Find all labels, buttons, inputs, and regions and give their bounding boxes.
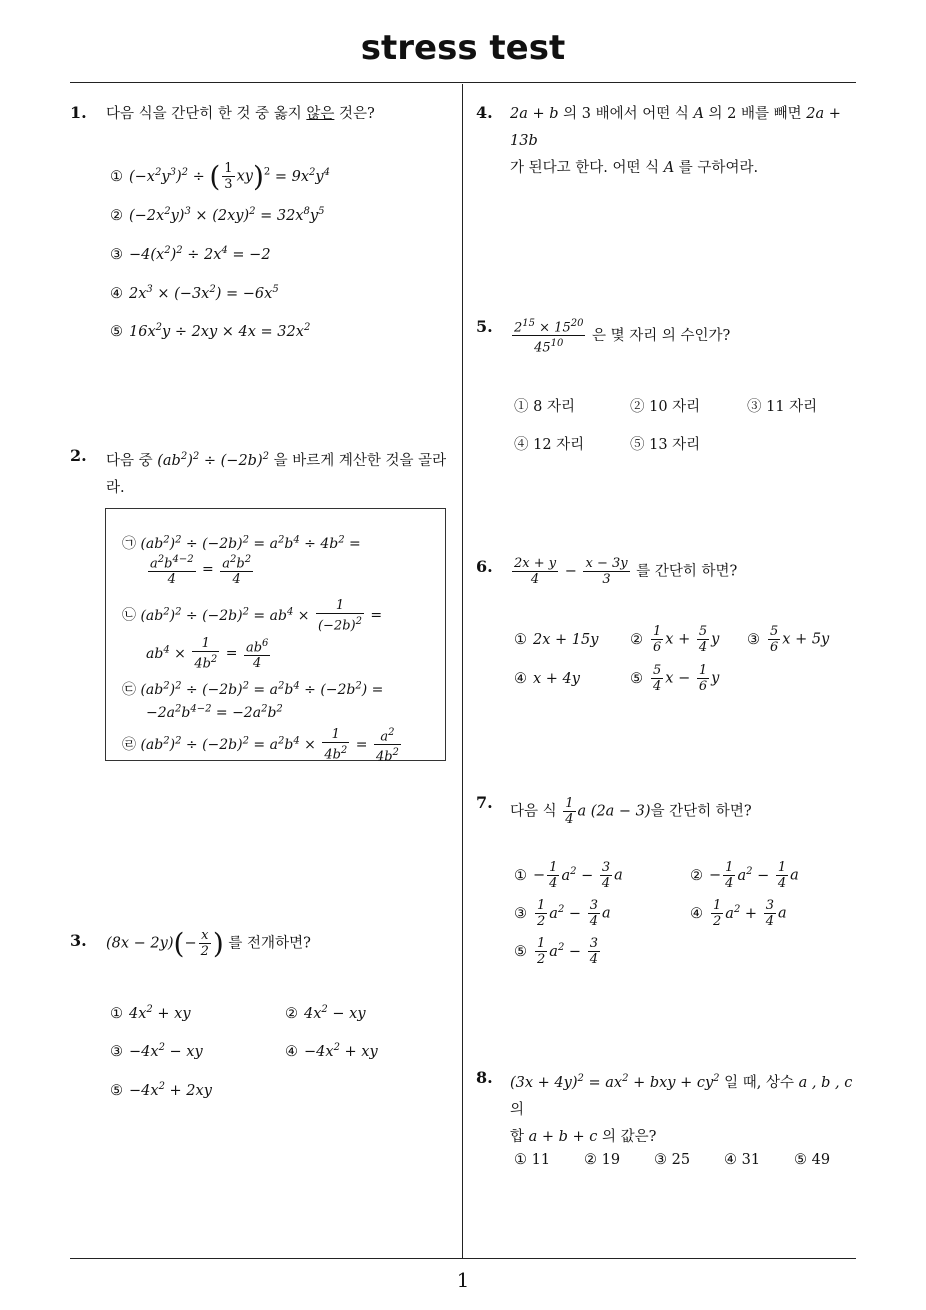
page-number: 1	[456, 1268, 470, 1292]
q7-choice-2: ② − $\frac{1}{4}$ $a^2$ − $\frac{1}{4}$ a	[690, 860, 799, 891]
q6-number: 6.	[476, 557, 493, 576]
q6-prompt: $\frac{2x + y}{4}$ − $\frac{x - 3y}{3}$ 를 간단히 하면?	[514, 556, 738, 587]
q2-option-d: ㉣ $(ab^2)^2 \div (-2b)^2 = a^2b^4$ × $\frac{1}{4b^2}$ = $\frac{a^2}{4b^2}$	[122, 727, 399, 765]
q5-choice-1: ① 8 자리	[514, 399, 575, 415]
q6-choice-1: ① 2x + 15y	[514, 632, 599, 648]
q5-choice-2: ② 10 자리	[630, 399, 701, 415]
q2-option-b-line1: ㉡ $(ab^2)^2 \div (-2b)^2 = ab^4$ × $\frac{1}{(-2b)^2}$ =	[122, 598, 383, 634]
q7-number: 7.	[476, 793, 493, 812]
q2-prompt: 다음 중 $(ab^2)^2 \div (-2b)^2$ 을 바르게 계산한 것을 골라 라.	[106, 451, 447, 496]
q7-choice-4: ④ $\frac{1}{2}$ $a^2$ + $\frac{3}{4}$ a	[690, 898, 787, 929]
q3-prompt: (8x − 2y)(− $\frac{x}{2}$ ) 를 전개하면?	[106, 927, 311, 960]
q8-choice-4: ④ 31	[724, 1152, 761, 1168]
q3-choice-3: ③ $-4x^2$ − xy	[110, 1042, 203, 1060]
q3-choice-2: ② $4x^2$ − xy	[285, 1004, 366, 1022]
q5-choice-4: ④ 12 자리	[514, 437, 585, 453]
q1-choice-2: ② $(-2x^2y)^3 \times (2xy)^2 = 32x^8y^5$	[110, 206, 325, 224]
q3-choice-5: ⑤ $-4x^2 + 2xy$	[110, 1081, 212, 1099]
q6-choice-5: ⑤ $\frac{5}{4}$ x − $\frac{1}{6}$ y	[630, 663, 720, 694]
q8-choice-1: ① 11	[514, 1152, 551, 1168]
q5-prompt: $\frac{2^{15} \times 15^{20}}{45^{10}}$ 은 몇 자리 의 수인가?	[514, 318, 731, 356]
q2-option-c-line2: $-2a^2b^{4-2} = -2a^2b^2$	[146, 703, 283, 721]
q3-number: 3.	[70, 931, 87, 950]
q7-prompt: 다음 식 $\frac{1}{4}$ a (2a − 3)을 간단히 하면?	[510, 796, 752, 827]
q1-number: 1.	[70, 103, 87, 122]
q1-choice-4: ④ $2x^3 \times (-3x^2) = -6x^5$	[110, 284, 279, 302]
q1-choice-5: ⑤ $16x^2y \div 2xy \times 4x = 32x^2$	[110, 322, 311, 340]
column-divider	[462, 84, 463, 1259]
q6-choice-3: ③ $\frac{5}{6}$ x + 5y	[747, 624, 830, 655]
q7-choice-3: ③ $\frac{1}{2}$ $a^2$ − $\frac{3}{4}$ a	[514, 898, 611, 929]
q8-choice-5: ⑤ 49	[794, 1152, 831, 1168]
q2-number: 2.	[70, 446, 87, 465]
q7-choice-5: ⑤ $\frac{1}{2}$ $a^2$ − $\frac{3}{4}$	[514, 936, 598, 967]
q8-prompt: $(3x + 4y)^2 = ax^2$ + bxy + $cy^2$ 일 때, 상수 a , b , c 의 합 a + b + c 의 값은?	[510, 1073, 853, 1145]
q1-choice-3: ③ $-4(x^2)^2 \div 2x^4 = -2$	[110, 245, 271, 263]
q6-choice-4: ④ x + 4y	[514, 671, 580, 687]
top-rule	[70, 82, 856, 83]
q8-number: 8.	[476, 1068, 493, 1087]
q3-choice-1: ① $4x^2$ + xy	[110, 1004, 191, 1022]
page-title: stress test	[360, 28, 566, 68]
q8-choice-2: ② 19	[584, 1152, 621, 1168]
q2-option-c-line1: ㉢ $(ab^2)^2 \div (-2b)^2 = a^2b^4 \div (-2b^2)$ =	[122, 680, 384, 698]
q3-choice-4: ④ $-4x^2$ + xy	[285, 1042, 378, 1060]
q1-choice-1: ① $(-x^2y^3)^2$ ÷ ( $\frac{1}{3}$ $xy)^2 = 9x^2y^4$	[110, 160, 330, 193]
q4-prompt: 2a + b 의 3 배에서 어떤 식 A 의 2 배를 빼면 2a + 13b 가 된다고 한다. 어떤 식 A 를 구하여라.	[510, 106, 841, 176]
q5-choice-3: ③ 11 자리	[747, 399, 818, 415]
q6-choice-2: ② $\frac{1}{6}$ x + $\frac{5}{4}$ y	[630, 624, 720, 655]
q7-choice-1: ① − $\frac{1}{4}$ $a^2$ − $\frac{3}{4}$ a	[514, 860, 623, 891]
q5-choice-5: ⑤ 13 자리	[630, 437, 701, 453]
q2-option-a-line2: $\frac{a^2b^{4-2}}{4}$ = $\frac{a^2b^2}{4}$	[150, 554, 252, 588]
q5-number: 5.	[476, 317, 493, 336]
q2-option-a-line1: ㉠ $(ab^2)^2 \div (-2b)^2 = a^2b^4 \div 4b^2$ =	[122, 534, 361, 552]
bottom-rule	[70, 1258, 856, 1259]
q8-choice-3: ③ 25	[654, 1152, 691, 1168]
q1-prompt: 다음 식을 간단히 한 것 중 옳지 않은 것은?	[106, 106, 375, 122]
q4-number: 4.	[476, 103, 493, 122]
q2-option-b-line2: $ab^4$ × $\frac{1}{4b^2}$ = $\frac{ab^6}{4}$	[146, 636, 269, 672]
